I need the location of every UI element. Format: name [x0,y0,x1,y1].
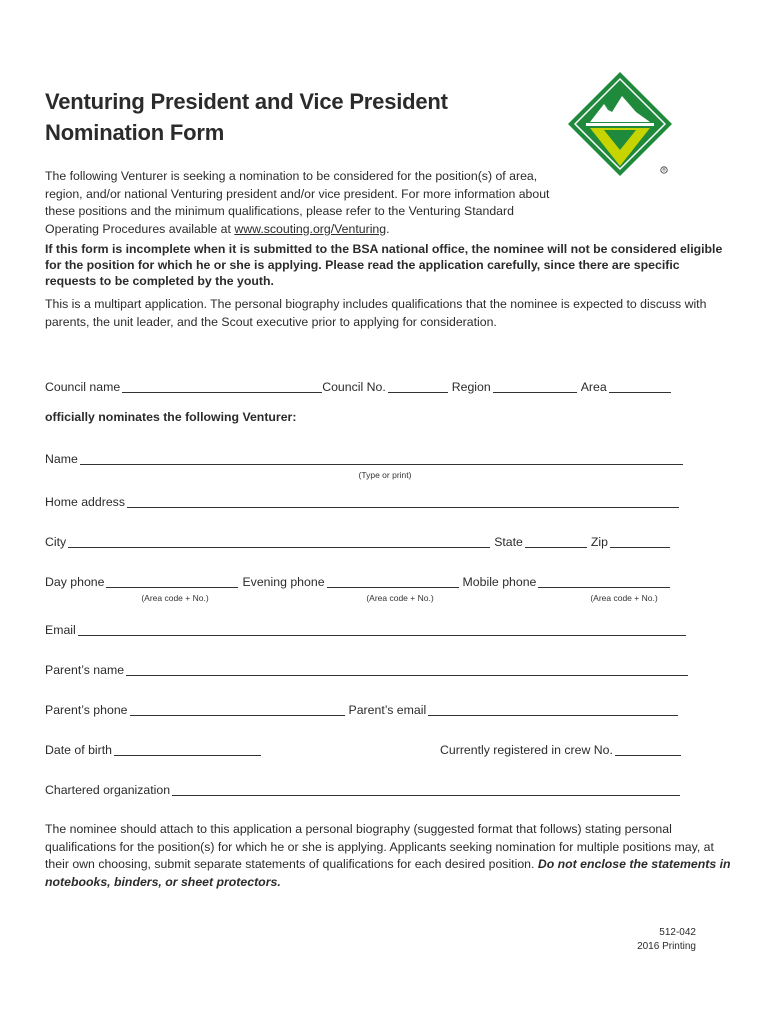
parents-contact-row [45,698,682,718]
zip-field[interactable] [610,534,670,548]
parents-email-field[interactable] [428,702,678,716]
parents-name-row [45,658,692,678]
crew-row [440,738,685,758]
registered-crew-field[interactable] [615,742,681,756]
chartered-org-label: Chartered organization [45,783,171,797]
mobile-phone-field[interactable] [538,574,670,588]
city-row [45,530,674,550]
intro-paragraph [45,168,570,238]
council-row [45,375,675,395]
form-number: 512-042 [659,927,696,938]
council-no-field[interactable] [388,379,448,393]
closing-emphasis: Do not enclose the statements in notebooks, binders, or sheet protectors. [45,857,731,889]
evening-phone-label: Evening phone [242,575,325,589]
home-address-label: Home address [45,495,125,509]
form-footer [637,926,696,954]
area-field[interactable] [609,379,671,393]
multipart-note: This is a multipart application. The personal biography includes qualifications that the nominee is expected to discuss with parents, the unit leader, and the Scout executive prior to applying for consideration. [45,297,707,329]
date-of-birth-field[interactable] [114,742,261,756]
phones-row [45,570,674,590]
registered-crew-label: Currently registered in crew No. [440,743,613,757]
day-phone-field[interactable] [106,574,238,588]
date-of-birth-label: Date of birth [45,743,112,757]
incomplete-warning: If this form is incomplete when it is submitted to the BSA national office, the nominee will not be considered eligible for the position for which he or she is applying. Please read the application carefully, since there are specific requests to be completed by the youth. [45,242,723,288]
zip-label: Zip [590,535,608,549]
intro-text: The following Venturer is seeking a nomination to be considered for the position(s) of area, region, and/or national Venturing president and/or vice president. For more information about these positions and the minimum qualifications, please refer to the Venturing Standard Operating Procedures available at [45,169,550,236]
mobile-phone-hint: (Area code + No.) [590,593,658,603]
venturing-link[interactable]: www.scouting.org/Venturing [234,221,387,236]
city-label: City [45,535,67,549]
registered-mark: ® [661,168,667,174]
title-line-1: Venturing President and Vice President [45,89,448,114]
name-field[interactable] [80,451,683,465]
parents-phone-label: Parent’s phone [45,703,128,717]
printing-year: 2016 Printing [637,941,696,952]
parents-phone-field[interactable] [130,702,345,716]
state-label: State [494,535,523,549]
email-field[interactable] [78,622,686,636]
council-name-field[interactable] [122,379,322,393]
council-name-label: Council name [45,380,121,394]
region-field[interactable] [493,379,577,393]
day-phone-hint: (Area code + No.) [141,593,209,603]
chartered-org-row [45,778,684,798]
page-title [45,86,545,148]
region-label: Region [451,380,491,394]
area-label: Area [580,380,607,394]
parents-name-field[interactable] [126,662,688,676]
mobile-phone-label: Mobile phone [462,575,537,589]
name-row [45,447,687,467]
home-address-row [45,490,683,510]
state-field[interactable] [525,534,587,548]
closing-text: The nominee should attach to this application a personal biography (suggested format that follows) stating personal qualifications for the position(s) for which he or she is applying. Applicants seeking nomination for multiple positions may, at their own choosing, submit separate statements of qualifications for each desired position. [45,822,714,871]
type-or-print-hint: (Type or print) [358,470,412,480]
closing-paragraph [45,821,735,891]
dob-row [45,738,265,758]
parents-email-label: Parent’s email [348,703,427,717]
parents-name-label: Parent’s name [45,663,125,677]
council-no-label: Council No. [322,380,386,394]
chartered-org-field[interactable] [172,782,680,796]
email-row [45,618,690,638]
title-line-2: Nomination Form [45,120,225,145]
home-address-field[interactable] [127,494,679,508]
city-field[interactable] [68,534,490,548]
intro-end: . [386,221,390,236]
evening-phone-field[interactable] [327,574,459,588]
email-label: Email [45,623,76,637]
nominates-heading: officially nominates the following Venturer: [45,410,297,424]
venturing-emblem-icon [566,70,674,178]
evening-phone-hint: (Area code + No.) [366,593,434,603]
name-label: Name [45,452,78,466]
day-phone-label: Day phone [45,575,105,589]
